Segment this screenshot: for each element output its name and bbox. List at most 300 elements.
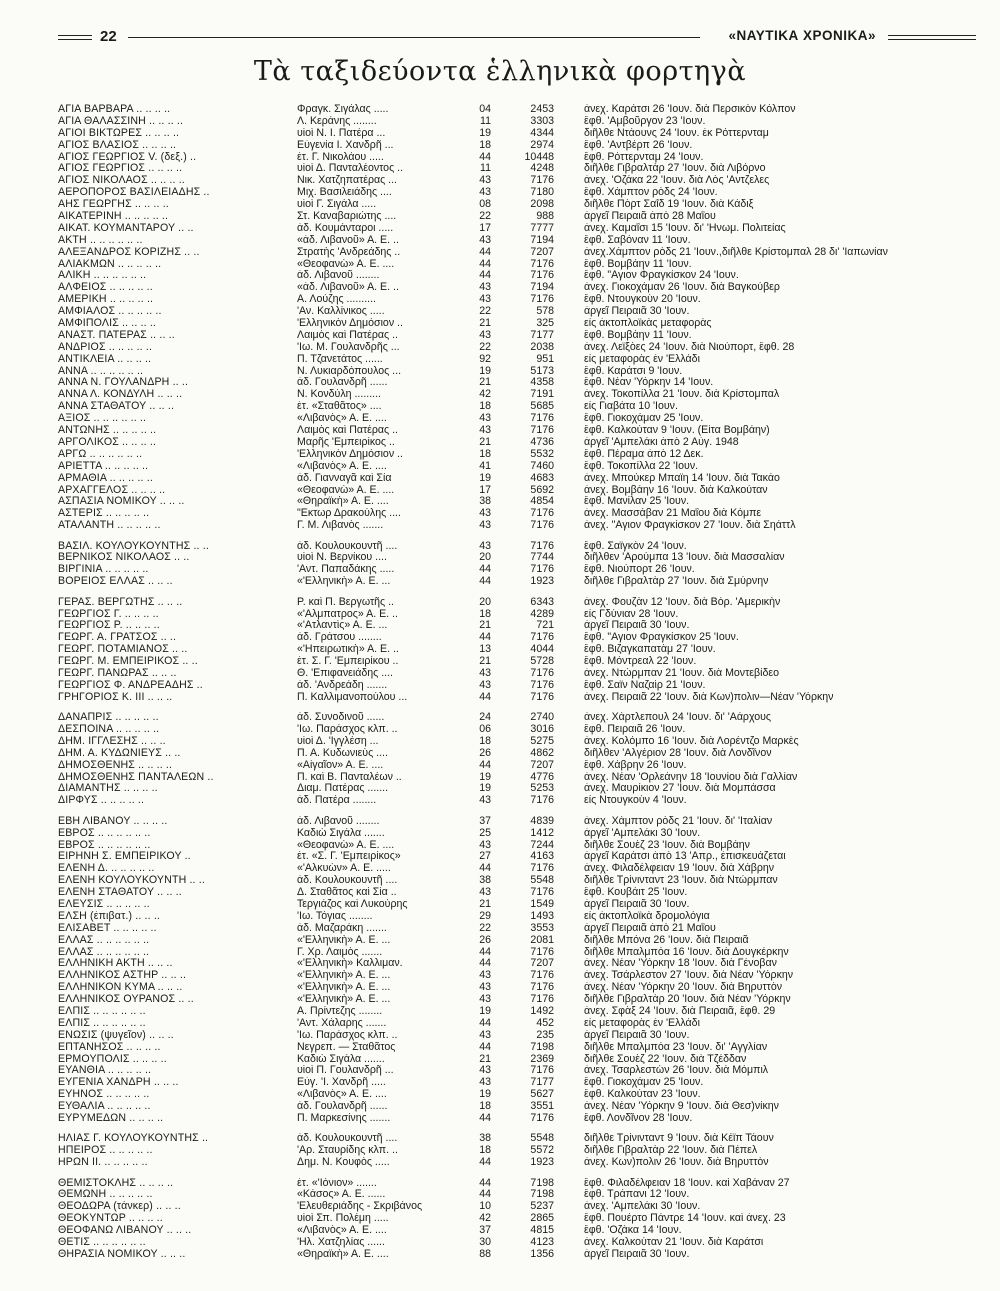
ship-owner: ἀδ. Γουλανδρῆ ...... <box>297 377 388 389</box>
ship-name: ΕΡΜΟΥΠΟΛΙΣ .. .. .. .. <box>58 1053 167 1065</box>
ship-tonnage: 2865 <box>530 1213 554 1225</box>
ship-movement: ἀνεχ. Κων)πολιν 26 'Ιουν. διὰ Βηρυττὸν <box>584 1157 769 1169</box>
ship-tonnage: 5237 <box>530 1201 554 1213</box>
ship-owner: Π. καὶ Β. Πανταλέων .. <box>297 771 402 783</box>
ship-code: 22 <box>479 341 491 353</box>
ship-code: 43 <box>479 887 491 899</box>
ship-tonnage: 6343 <box>530 596 554 608</box>
ship-owner: 'Ιω. Μ. Γουλανδρῆς ... <box>297 341 400 353</box>
table-row <box>58 541 958 553</box>
ship-code: 43 <box>479 667 491 679</box>
table-row <box>58 1213 958 1225</box>
ship-tonnage: 7176 <box>530 691 554 703</box>
ship-owner: ἀδ. Γουλανδρῆ ...... <box>297 1101 388 1113</box>
ship-code: 43 <box>479 329 491 341</box>
ship-movement: εἰς Γιαβάτα 10 'Ιουν. <box>584 401 678 413</box>
ship-code: 92 <box>479 353 491 365</box>
ship-code: 42 <box>479 1213 491 1225</box>
ship-movement: ἔφθ. Καράτσι 9 'Ιουν. <box>584 365 683 377</box>
table-row <box>58 1101 958 1113</box>
ship-movement: ἔφθ. "Αγιον Φραγκίσκον 24 'Ιουν. <box>584 270 739 282</box>
table-row <box>58 899 958 911</box>
header-rule-right <box>888 35 976 36</box>
ship-tonnage: 2974 <box>530 139 554 151</box>
table-row <box>58 1249 958 1261</box>
ship-movement: ἔφθ. "Αγιον Φραγκίσκον 25 'Ιουν. <box>584 632 739 644</box>
ship-tonnage: 7198 <box>530 1189 554 1201</box>
table-row <box>58 1225 958 1237</box>
ship-owner: 'Αντ. Παπαδάκης ..... <box>297 564 395 576</box>
ship-owner: «Κάσος» Α. Ε. ...... <box>297 1189 386 1201</box>
ship-movement: ἀνεχ. Καλκούταν 21 'Ιουν. διὰ Καράτσι <box>584 1237 764 1249</box>
ship-tonnage: 7176 <box>530 258 554 270</box>
ship-tonnage: 4123 <box>530 1237 554 1249</box>
ship-code: 44 <box>479 863 491 875</box>
ship-tonnage: 5173 <box>530 365 554 377</box>
ship-code: 38 <box>479 875 491 887</box>
ship-movement: ἀργεῖ 'Αμπελάκι 30 'Ιουν. <box>584 827 701 839</box>
table-row <box>58 1077 958 1089</box>
ship-code: 43 <box>479 540 491 552</box>
ship-tonnage: 7176 <box>530 887 554 899</box>
ship-name: ΑΝΑΣΤ. ΠΑΤΕΡΑΣ .. .. .. <box>58 329 175 341</box>
ship-movement: ἀνεχ. Νέαν 'Ορλεάνην 18 'Ιουνίου διὰ Γαλλίαν <box>584 771 798 783</box>
ship-tonnage: 2098 <box>530 199 554 211</box>
ship-tonnage: 10448 <box>524 151 554 163</box>
ship-code: 25 <box>479 827 491 839</box>
ship-code: 44 <box>479 1157 491 1169</box>
ship-owner: Ρ. καὶ Π. Βεργωτῆς .. <box>297 596 394 608</box>
ship-tonnage: 7198 <box>530 1177 554 1189</box>
ship-owner: ἀδ. Κουλουκουντῆ .... <box>297 540 398 552</box>
table-row <box>58 795 958 807</box>
ship-code: 44 <box>479 946 491 958</box>
ship-code: 22 <box>479 922 491 934</box>
ship-name: ΑΡΧΑΓΓΕΛΟΣ .. .. .. .. <box>58 484 166 496</box>
ship-tonnage: 7176 <box>530 1113 554 1125</box>
ship-owner: 'Αντ. Χάλαρης ....... <box>297 1017 387 1029</box>
ship-tonnage: 4683 <box>530 472 554 484</box>
table-row <box>58 644 958 656</box>
ship-movement: ἀργεῖ Πειραιᾶ 30 'Ιουν. <box>584 1248 690 1260</box>
ship-name: ΕΥΡΥΜΕΔΩΝ .. .. .. .. <box>58 1113 164 1125</box>
ship-group <box>58 712 958 807</box>
ship-owner: ἀδ. Πατέρα ........ <box>297 795 377 807</box>
ship-tonnage: 452 <box>536 1017 554 1029</box>
ship-movement: ἀνεχ. Ντώρμπαν 21 'Ιουν. διὰ Μοντεβίδεο <box>584 667 779 679</box>
ship-owner: 'Ιω. Παράσχος κλπ. .. <box>297 1029 398 1041</box>
ship-movement: ἀνεχ. Σφὰξ 24 'Ιουν. διὰ Πειραιᾶ, ἔφθ. 29 <box>584 1006 776 1018</box>
ship-code: 17 <box>479 484 491 496</box>
ship-owner: Α. Λούζης .......... <box>297 294 376 306</box>
ship-owner: ἀδ. Λιβανοῦ ........ <box>297 815 380 827</box>
ship-tonnage: 4854 <box>530 496 554 508</box>
table-row <box>58 306 958 318</box>
ship-tonnage: 7176 <box>530 946 554 958</box>
table-row <box>58 270 958 282</box>
ship-code: 44 <box>479 1041 491 1053</box>
ship-name: ΘΕΟΦΑΝΩ ΛΙΒΑΝΟΥ .. .. .. <box>58 1225 192 1237</box>
ship-tonnage: 7176 <box>530 982 554 994</box>
ship-owner: «'Ελληνικὴ» Α. Ε. ... <box>297 982 391 994</box>
ship-movement: ἀνεχ. Μπούκερ Μπαῒη 14 'Ιουν. διὰ Τακάο <box>584 472 780 484</box>
ship-movement: ἔφθ. Πειραιᾶ 26 'Ιουν. <box>584 724 686 736</box>
ship-tonnage: 7177 <box>530 1077 554 1089</box>
ship-movement: διῆλθε Τρίνινταντ 9 'Ιουν. διὰ Κέϊπ Τάουν <box>584 1133 774 1145</box>
ship-owner: Λ. Κεράνης ........ <box>297 115 377 127</box>
table-row <box>58 958 958 970</box>
ship-movement: ἀνεχ.Χάμπτον ρὸδς 21 'Ιουν.,διῆλθε Κρίστομπαλ 28 δι' 'Ιαπωνίαν <box>584 246 888 258</box>
ship-movement: διῆλθεν 'Αρούμπα 13 'Ιουν. διὰ Μασσαλίαν <box>584 552 785 564</box>
ship-code: 43 <box>479 839 491 851</box>
ship-code: 26 <box>479 747 491 759</box>
ship-owner: «ἀδ. Λιβανοῦ» Α. Ε. .. <box>297 282 399 294</box>
ship-owner: Στ. Καναβαριώτης .... <box>297 211 397 223</box>
ship-tonnage: 1923 <box>530 1157 554 1169</box>
ship-movement: ἀργεῖ Καράτσι ἀπὸ 13 'Απρ., ἐπισκευάζεται <box>584 851 786 863</box>
ship-movement: ἔφθ. Βιζαγκαπατὰμ 27 'Ιουν. <box>584 644 716 656</box>
ship-name: ΓΕΡΑΣ. ΒΕΡΓΩΤΗΣ .. .. .. <box>58 596 183 608</box>
ship-movement: διῆλθε Τρίνινταντ 23 'Ιουν. διὰ Ντώρμπαν <box>584 875 778 887</box>
table-row <box>58 736 958 748</box>
ship-owner: Στρατὴς 'Ανδρεάδης .. <box>297 246 401 258</box>
ship-tonnage: 4862 <box>530 747 554 759</box>
ship-code: 18 <box>479 1145 491 1157</box>
table-row <box>58 632 958 644</box>
table-row <box>58 609 958 621</box>
ship-tonnage: 4815 <box>530 1225 554 1237</box>
ship-code: 44 <box>479 632 491 644</box>
ship-code: 43 <box>479 175 491 187</box>
ship-code: 10 <box>479 1201 491 1213</box>
ship-name: ΓΕΩΡΓΙΟΣ Γ. .. .. .. .. <box>58 608 159 620</box>
ship-tonnage: 7207 <box>530 759 554 771</box>
ship-tonnage: 325 <box>536 318 554 330</box>
ship-code: 43 <box>479 795 491 807</box>
ship-code: 20 <box>479 596 491 608</box>
table-row <box>58 199 958 211</box>
ship-owner: υἱοὶ Ν. Ι. Πατέρα ... <box>297 127 386 139</box>
table-row <box>58 163 958 175</box>
ship-name: ΔΑΝΑΠΡΙΣ .. .. .. .. .. <box>58 712 159 724</box>
ship-movement: ἔφθ. Λονδῖνον 28 'Ιουν. <box>584 1113 693 1125</box>
table-row <box>58 377 958 389</box>
ship-owner: Εὐγ. 'Ι. Χανδρῆ ..... <box>297 1077 386 1089</box>
ship-movement: ἔφθ. Γιοκοχάμαν 25 'Ιουν. <box>584 413 704 425</box>
ship-movement: ἔφθ. Νέαν 'Υόρκην 14 'Ιουν. <box>584 377 714 389</box>
ship-group <box>58 104 958 532</box>
ship-name: ΕΛΛΗΝΙΚΗ ΑΚΤΗ .. .. .. <box>58 958 173 970</box>
ship-tonnage: 7177 <box>530 329 554 341</box>
ship-tonnage: 4776 <box>530 771 554 783</box>
ship-code: 19 <box>479 472 491 484</box>
ship-name: ΑΡΓΟΛΙΚΟΣ .. .. .. .. <box>58 436 157 448</box>
ship-movement: εἰς μεταφορὰς ἐν 'Ελλάδι <box>584 1017 700 1029</box>
ship-owner: 'Αρ. Σταυρίδης κλπ. .. <box>297 1145 398 1157</box>
ship-tonnage: 7194 <box>530 282 554 294</box>
ship-name: ΑΝΤΩΝΗΣ .. .. .. .. .. <box>58 425 157 437</box>
ship-code: 21 <box>479 436 491 448</box>
ship-code: 44 <box>479 1177 491 1189</box>
ship-movement: ἀργεῖ Πειραιᾶ ἀπὸ 28 Μαΐου <box>584 211 716 223</box>
table-row <box>58 1113 958 1125</box>
ship-owner: υἱοὶ Ν. Βερνίκου .... <box>297 552 387 564</box>
ship-owner: ἐτ. Γ. Νικολάου ..... <box>297 151 384 163</box>
table-row <box>58 413 958 425</box>
ship-tonnage: 1356 <box>530 1248 554 1260</box>
ship-owner: 'Αν. Καλλίνικος ..... <box>297 306 385 318</box>
ship-name: ΑΝΝΑ .. .. .. .. .. .. <box>58 365 144 377</box>
ship-owner: Π. Μαρκεσίνης ....... <box>297 1113 391 1125</box>
ship-name: ΕΒΗ ΛΙΒΑΝΟΥ .. .. .. .. <box>58 815 168 827</box>
ship-movement: ἀνεχ. Λεϊξὸες 24 'Ιουν. διὰ Νιούπορτ, ἔφθ. 28 <box>584 341 795 353</box>
ship-name: ΑΙΚΑΤ. ΚΟΥΜΑΝΤΑΡΟΥ .. .. <box>58 222 194 234</box>
ship-movement: ἀνεχ. Μαυρίκιον 27 'Ιουν. διὰ Μομπάσσα <box>584 783 776 795</box>
table-row <box>58 911 958 923</box>
ship-code: 29 <box>479 910 491 922</box>
ship-name: ΑΓΙΟΙ ΒΙΚΤΩΡΕΣ .. .. .. .. <box>58 127 180 139</box>
table-row <box>58 840 958 852</box>
table-row <box>58 935 958 947</box>
ship-name: ΕΥΘΑΛΙΑ .. .. .. .. .. <box>58 1101 151 1113</box>
table-row <box>58 366 958 378</box>
table-row <box>58 1065 958 1077</box>
page-number: 22 <box>100 28 117 45</box>
ship-movement: διῆλθε Γιβραλτὰρ 27 'Ιουν. διὰ Λιβόρνο <box>584 163 766 175</box>
ship-name: ΑΜΦΙΠΟΛΙΣ .. .. .. .. <box>58 318 157 330</box>
ship-group <box>58 541 958 589</box>
ship-name: ΑΣΠΑΣΙΑ ΝΟΜΙΚΟΥ .. .. .. <box>58 496 185 508</box>
ship-owner: «Λιβανὸς» Α. Ε. .... <box>297 413 387 425</box>
ship-tonnage: 7176 <box>530 970 554 982</box>
ship-tonnage: 7194 <box>530 234 554 246</box>
ship-tonnage: 7176 <box>530 1065 554 1077</box>
ship-tonnage: 1493 <box>530 910 554 922</box>
table-row <box>58 923 958 935</box>
table-row <box>58 485 958 497</box>
ship-code: 13 <box>479 644 491 656</box>
table-row <box>58 223 958 235</box>
table-row <box>58 211 958 223</box>
table-row <box>58 692 958 704</box>
ship-owner: «Αἰγαῖον» Α. Ε. .... <box>297 759 384 771</box>
ship-code: 21 <box>479 377 491 389</box>
ship-tonnage: 7191 <box>530 389 554 401</box>
page-header <box>58 28 976 48</box>
ship-tonnage: 235 <box>536 1029 554 1041</box>
ship-movement: ἔφθ. Μανίλαν 25 'Ιουν. <box>584 496 690 508</box>
ship-tonnage: 5275 <box>530 735 554 747</box>
table-row <box>58 564 958 576</box>
ship-tonnage: 2369 <box>530 1053 554 1065</box>
ship-movement: ἔφθ. Καλκούταν 23 'Ιουν. <box>584 1089 701 1101</box>
ship-owner: Νικ. Χατζηπατέρας ... <box>297 175 398 187</box>
ship-code: 24 <box>479 712 491 724</box>
ship-name: ΑΗΣ ΓΕΩΡΓΗΣ .. .. .. .. <box>58 199 169 211</box>
ship-movement: ἔφθ. Νιούπορτ 26 'Ιουν. <box>584 564 695 576</box>
ship-name: ΘΕΟΚΥΝΤΩΡ .. .. .. .. <box>58 1213 163 1225</box>
ship-code: 43 <box>479 1065 491 1077</box>
ship-code: 08 <box>479 199 491 211</box>
table-row <box>58 1145 958 1157</box>
ship-movement: ἀνεχ. Καράτσι 26 'Ιουν. διὰ Περσικὸν Κόλπον <box>584 104 796 115</box>
table-row <box>58 748 958 760</box>
ship-movement: διῆλθε Ντάουνς 24 'Ιουν. ἐκ Ρόττερνταμ <box>584 127 769 139</box>
ship-movement: εἰς ἀκτοπλοϊκὰς μεταφορὰς <box>584 318 712 330</box>
table-row <box>58 1006 958 1018</box>
ship-movement: διῆλθε Σουὲζ 23 'Ιουν. διὰ Βομβάην <box>584 839 750 851</box>
ship-movement: ἔφθ. Σαϊγκὸν 24 'Ιουν. <box>584 540 687 552</box>
ship-movement: ἀνεχ. Πειραιᾶ 22 'Ιουν. διὰ Κων)πολιν—Νέαν 'Υόρκην <box>584 691 834 703</box>
ship-movement: ἀνεχ. Βομβάην 16 'Ιουν. διὰ Καλκούταν <box>584 484 768 496</box>
ship-code: 22 <box>479 306 491 318</box>
ship-name: ΕΛΣΗ (ἐπιβατ.) .. .. .. <box>58 910 161 922</box>
ship-movement: ἀνεχ. 'Αμπελάκι 30 'Ιουν. <box>584 1201 701 1213</box>
header-rule-left-2 <box>58 39 92 40</box>
table-row <box>58 552 958 564</box>
ship-tonnage: 951 <box>536 353 554 365</box>
ship-code: 21 <box>479 656 491 668</box>
ship-movement: ἀνεχ. Τοκοπίλλα 21 'Ιουν. διὰ Κρίστομπαλ <box>584 389 780 401</box>
ship-movement: εἰς Ντουγκοὺν 4 'Ιουν. <box>584 795 687 807</box>
ship-tonnage: 7207 <box>530 958 554 970</box>
ship-name: ΑΤΑΛΑΝΤΗ .. .. .. .. .. <box>58 520 161 532</box>
table-row <box>58 1178 958 1190</box>
table-row <box>58 318 958 330</box>
ship-movement: διῆλθε Πὸρτ Σαΐδ 19 'Ιουν. διὰ Κάδιξ <box>584 199 754 211</box>
ship-owner: υἱοὶ Δ. 'Ιγγλέση ... <box>297 735 379 747</box>
ship-tonnage: 7176 <box>530 508 554 520</box>
ship-tonnage: 5548 <box>530 875 554 887</box>
ship-name: ΑΝΝΑ Ν. ΓΟΥΛΑΝΔΡΗ .. .. <box>58 377 189 389</box>
ship-code: 18 <box>479 401 491 413</box>
ship-owner: «ἀδ. Λιβανοῦ» Α. Ε. .. <box>297 234 399 246</box>
ship-movement: ἔφθ. Γιοκοχάμαν 25 'Ιουν. <box>584 1077 704 1089</box>
ship-movement: ἀνεχ. Χάρτλεπουλ 24 'Ιουν. δι' 'Αάρχους <box>584 712 772 724</box>
ship-code: 43 <box>479 508 491 520</box>
ship-name: ΕΛΛΑΣ .. .. .. .. .. .. <box>58 934 150 946</box>
ship-name: ΑΡΙΕΤΤΑ .. .. .. .. .. <box>58 460 149 472</box>
table-row <box>58 863 958 875</box>
ship-code: 43 <box>479 679 491 691</box>
ship-tonnage: 7176 <box>530 413 554 425</box>
ship-movement: ἀνεχ. Νέαν 'Υόρκην 20 'Ιουν. διὰ Βηρυττὸν <box>584 982 783 994</box>
ship-code: 44 <box>479 246 491 258</box>
ship-name: ΕΠΤΑΝΗΣΟΣ .. .. .. .. <box>58 1041 161 1053</box>
table-row <box>58 175 958 187</box>
ship-name: ΕΛΠΙΣ .. .. .. .. .. .. <box>58 1017 146 1029</box>
ship-name: ΘΗΡΑΣΙΑ ΝΟΜΙΚΟΥ .. .. .. <box>58 1248 186 1260</box>
page-title: Τὰ ταξιδεύοντα ἑλληνικὰ φορτηγὰ <box>253 56 747 87</box>
ship-movement: ἔφθ. 'Αντβέρπ 26 'Ιουν. <box>584 139 693 151</box>
ship-code: 44 <box>479 576 491 588</box>
ship-code: 44 <box>479 759 491 771</box>
ship-name: ΓΕΩΡΓ. ΠΟΤΑΜΙΑΝΟΣ .. .. <box>58 644 188 656</box>
ship-tonnage: 4289 <box>530 608 554 620</box>
ship-name: ΕΛΛΗΝΙΚΟΣ ΟΥΡΑΝΟΣ .. .. <box>58 994 194 1006</box>
ship-owner: ἀδ. Κουλουκουντῆ .... <box>297 1133 398 1145</box>
table-row <box>58 247 958 259</box>
ship-name: ΕΒΡΟΣ .. .. .. .. .. .. <box>58 839 151 851</box>
ship-tonnage: 5253 <box>530 783 554 795</box>
table-row <box>58 724 958 736</box>
table-row <box>58 668 958 680</box>
publication-title: «ΝΑΥΤΙΚΑ ΧΡΟΝΙΚΑ» <box>728 28 876 43</box>
ship-tonnage: 4248 <box>530 163 554 175</box>
ship-name: ΘΕΜΩΝΗ .. .. .. .. .. <box>58 1189 153 1201</box>
ship-tonnage: 721 <box>536 620 554 632</box>
table-row <box>58 152 958 164</box>
ship-tonnage: 7460 <box>530 460 554 472</box>
table-row <box>58 1042 958 1054</box>
ship-code: 37 <box>479 815 491 827</box>
ship-owner: «'Ελληνικὴ» Α. Ε. ... <box>297 970 391 982</box>
table-row <box>58 235 958 247</box>
ship-owner: «Θεοφανὼ» Α. Ε. .... <box>297 258 395 270</box>
ship-tonnage: 4358 <box>530 377 554 389</box>
table-row <box>58 1054 958 1066</box>
table-row <box>58 187 958 199</box>
ship-owner: Καδιὼ Σιγάλα ....... <box>297 827 385 839</box>
ship-name: ΑΝΝΑ Λ. ΚΟΝΔΥΛΗ .. .. .. <box>58 389 183 401</box>
table-row <box>58 947 958 959</box>
ship-movement: διῆλθε Γιβραλτὰρ 27 'Ιουν. διὰ Σμύρνην <box>584 576 769 588</box>
ship-name: ΑΓΙΑ ΘΑΛΑΣΣΙΝΗ .. .. .. .. <box>58 115 184 127</box>
ship-name: ΒΟΡΕΙΟΣ ΕΛΛΑΣ .. .. .. <box>58 576 173 588</box>
table-row <box>58 354 958 366</box>
ship-owner: Δ. Σταθᾶτος καὶ Σία .. <box>297 887 397 899</box>
table-row <box>58 760 958 772</box>
ship-owner: «'Ελληνικὴ» Α. Ε. ... <box>297 994 391 1006</box>
ship-code: 38 <box>479 1133 491 1145</box>
ship-code: 43 <box>479 294 491 306</box>
ship-name: ΒΕΡΝΙΚΟΣ ΝΙΚΟΛΑΟΣ .. .. <box>58 552 190 564</box>
ship-code: 18 <box>479 735 491 747</box>
ship-name: ΓΕΩΡΓΙΟΣ Ρ. .. .. .. .. <box>58 620 160 632</box>
table-row <box>58 597 958 609</box>
ship-owner: «'Ελληνικὴ» Καλλιμαν. <box>297 958 403 970</box>
ship-group <box>58 597 958 704</box>
ship-movement: ἔφθ. 'Οζάκα 14 'Ιουν. <box>584 1225 682 1237</box>
ship-movement: ἔφθ. Τράπανι 12 'Ιουν. <box>584 1189 690 1201</box>
ship-owner: «'Ελληνικὴ» Α. Ε. ... <box>297 934 391 946</box>
table-row <box>58 620 958 632</box>
table-row <box>58 1018 958 1030</box>
ship-movement: ἔφθ. Χάμπτον ρὸδς 24 'Ιουν. <box>584 187 718 199</box>
ship-name: ΒΙΡΓΙΝΙΑ .. .. .. .. .. <box>58 564 149 576</box>
ship-name: ΔΙΡΦΥΣ .. .. .. .. .. <box>58 795 145 807</box>
ship-code: 27 <box>479 851 491 863</box>
ship-tonnage: 2081 <box>530 934 554 946</box>
ship-code: 43 <box>479 282 491 294</box>
ship-name: ΕΝΩΣΙΣ (ψυγεῖον) .. .. .. <box>58 1029 174 1041</box>
ship-name: ΑΛΙΚΗ .. .. .. .. .. .. <box>58 270 147 282</box>
ship-movement: ἔφθ. Σαῒν Ναζαὶρ 21 'Ιουν. <box>584 679 706 691</box>
ship-name: ΑΕΡΟΠΟΡΟΣ ΒΑΣΙΛΕΙΑΔΗΣ .. <box>58 187 210 199</box>
ship-owner: 'Ελληνικὸν Δημόσιον .. <box>297 448 403 460</box>
ship-movement: διῆλθε Γιβραλτὰρ 22 'Ιουν. διὰ Πέπελ <box>584 1145 758 1157</box>
ship-name: ΑΞΙΟΣ .. .. .. .. .. .. <box>58 413 147 425</box>
ship-code: 43 <box>479 1077 491 1089</box>
ship-movement: διῆλθε Μπαλμπόα 16 'Ιουν. διὰ Δουγκέρκην <box>584 946 789 958</box>
ship-code: 19 <box>479 771 491 783</box>
ship-movement: ἔφθ. Πέραμα ἀπὸ 12 Δεκ. <box>584 448 704 460</box>
ship-tonnage: 3551 <box>530 1101 554 1113</box>
ship-owner: «Θεοφανὼ» Α. Ε. .... <box>297 839 395 851</box>
ship-movement: ἔφθ. Κουβάιτ 25 'Ιουν. <box>584 887 688 899</box>
ship-tonnage: 7176 <box>530 564 554 576</box>
ship-movement: ἔφθ. Φιλαδέλφειαν 18 'Ιουν. καὶ Χαβάναν 27 <box>584 1177 790 1189</box>
